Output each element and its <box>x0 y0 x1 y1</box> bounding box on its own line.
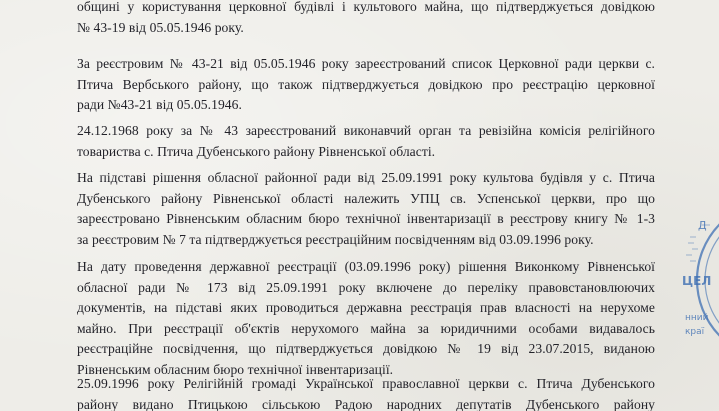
paragraph-5-line-1: На дату проведення державної реєстрації (03.09.1996 року) рішення Виконкому Рівненської <box>77 259 655 274</box>
paragraph-4-line-4: за реєстровим № 7 та підтверджується реєстраційним посвідченням від 03.09.1996 року. <box>77 231 594 247</box>
paragraph-3 <box>77 121 655 162</box>
paragraph-5-line-4: майно. При реєстрації об'єктів нерухомого майна за юридичними особами видавалось <box>77 320 655 336</box>
paragraph-5-line-6: Рівненським обласним бюро технічної інвентаризації. <box>77 361 394 377</box>
paragraph-2-line-2: Птича Вербського району, що також підтверджується довідкою про реєстрацію церковної <box>77 76 655 92</box>
paragraph-5-line-2: обласної ради № 173 від 25.09.1991 року включене до переліку правовстановлюючих <box>77 279 655 295</box>
paragraph-5 <box>77 257 655 381</box>
paragraph-1-line-2: № 43-19 від 05.05.1946 року. <box>77 19 244 35</box>
paragraph-4 <box>77 168 655 250</box>
paragraph-6-line-1: 25.09.1996 року Релігійній громаді Української православної церкви с. Птича Дубенського <box>77 376 655 391</box>
paragraph-5-line-5: реєстраційне посвідчення, що підтверджується довідкою № 19 від 23.07.2015, виданою <box>77 341 655 357</box>
paragraph-1-line-1: общині у користування церковної будівлі і культового майна, що підтверджується довідкою <box>77 0 655 14</box>
stamp-outer-ring <box>697 200 719 360</box>
paragraph-3-line-1: 24.12.1968 року за № 43 зареєстрований виконавчий орган та ревізійна комісія релігійного <box>77 123 655 138</box>
paragraph-4-line-2: Дубенського району Рівненської області належить УПЦ св. Успенської церкви, про що <box>77 190 655 206</box>
paragraph-2-line-3: ради №43-21 від 05.05.1946. <box>77 97 242 113</box>
stamp-fragment-3: нний <box>685 313 709 323</box>
paragraph-3-line-2: товариства с. Птича Дубенського району Рівненської області. <box>77 143 436 159</box>
paragraph-2-line-1: За реєстровим № 43-21 від 05.05.1946 року зареєстрований список Церковної ради церкви с. <box>77 56 655 71</box>
paragraph-6-line-2: району видано Птицькою сільською Радою народних депутатів Дубенського району <box>77 396 655 411</box>
stamp-graphic <box>682 185 719 405</box>
stamp-fragment-1: Д <box>698 219 707 232</box>
paragraph-5-line-3: документів, на підставі яких проводиться державна реєстрація прав власності на нерухоме <box>77 300 655 316</box>
stamp-dash-pattern <box>686 225 710 261</box>
paragraph-2 <box>77 54 655 116</box>
official-stamp <box>682 185 719 405</box>
stamp-fragment-2: ЦЕЛ <box>682 274 712 288</box>
paragraph-1 <box>77 0 655 38</box>
stamp-fragment-4: краї <box>685 327 705 337</box>
paragraph-6 <box>77 374 655 411</box>
paragraph-4-line-1: На підставі рішення обласної районної ради від 25.09.1991 року культова будівля у с. Птича <box>77 170 655 185</box>
paragraph-4-line-3: зареєстровано Рівненським обласним бюро технічної інвентаризації в реєстрову книгу № 1-3 <box>77 211 655 227</box>
